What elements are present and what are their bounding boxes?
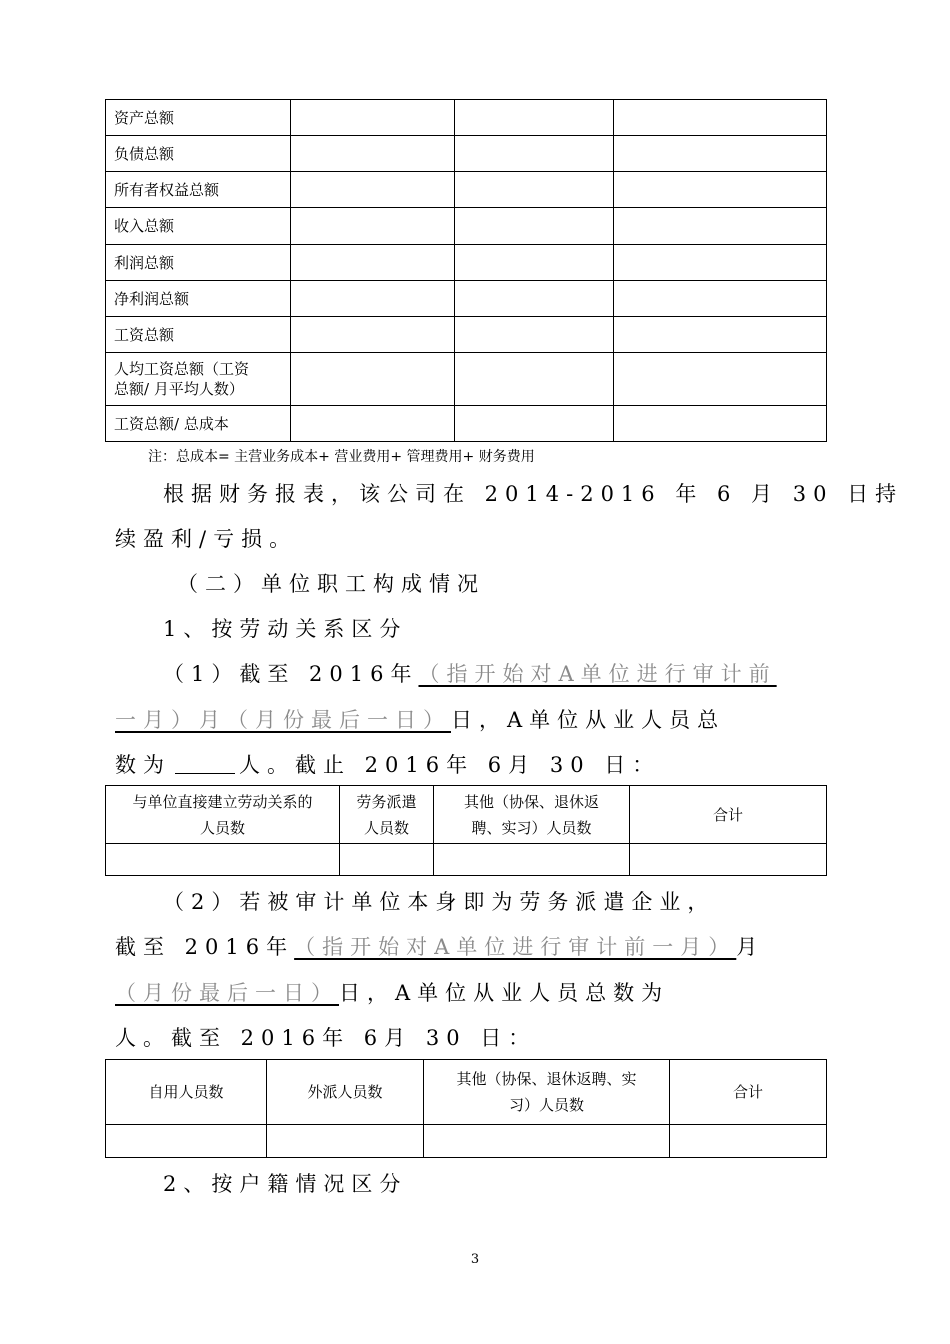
table-cell <box>455 172 614 208</box>
column-header-dispatched-staff: 劳务派遣 人员数 <box>340 786 434 844</box>
table-footnote: 注：总成本= 主营业务成本+ 营业费用+ 管理费用+ 财务费用 <box>148 449 535 465</box>
table-cell <box>455 100 614 136</box>
table-cell <box>614 281 827 317</box>
row-label-total-profit: 利润总额 <box>106 245 291 281</box>
staff-dispatch-enterprise-table <box>105 1059 827 1158</box>
staff-by-labor-relation-table <box>105 785 827 876</box>
text-run: 日，A单位从业人员总 <box>451 708 726 732</box>
row-label-owners-equity: 所有者权益总额 <box>106 172 291 208</box>
text-run: 数为 <box>115 753 171 777</box>
column-header-other-staff: 其他（协保、退休返 聘、实习）人员数 <box>434 786 630 844</box>
table-cell <box>670 1125 827 1158</box>
subsection-heading: 2、按户籍情况区分 <box>163 1172 408 1196</box>
row-label-avg-wages-line2: 总额/ 月平均人数） <box>114 380 244 398</box>
table-cell <box>455 245 614 281</box>
table-cell <box>614 172 827 208</box>
table-cell <box>614 317 827 353</box>
table-cell <box>267 1125 424 1158</box>
row-label-avg-wages <box>106 353 291 406</box>
table-cell <box>614 136 827 172</box>
table-cell <box>630 844 827 876</box>
table-row <box>106 353 827 406</box>
table-row <box>106 1125 827 1158</box>
paragraph-line <box>115 749 660 779</box>
row-label-total-wages: 工资总额 <box>106 317 291 353</box>
text-run: （1）截至 2016年 <box>163 662 419 686</box>
fill-in-blank <box>175 755 235 774</box>
text-run: 月 <box>736 935 765 959</box>
placeholder-text: （指开始对A单位进行审计前 <box>418 662 777 686</box>
table-cell <box>614 353 827 406</box>
table-cell <box>455 406 614 442</box>
row-label-total-revenue: 收入总额 <box>106 208 291 245</box>
table-cell <box>455 317 614 353</box>
row-label-net-profit: 净利润总额 <box>106 281 291 317</box>
table-row <box>106 317 827 353</box>
column-header-total: 合计 <box>630 786 827 844</box>
table-cell <box>614 245 827 281</box>
text-run: 人。截止 2016年 6月 30 日： <box>239 753 661 777</box>
table-row <box>106 100 827 136</box>
table-cell <box>291 353 455 406</box>
table-row <box>106 172 827 208</box>
table-header-row <box>106 786 827 844</box>
table-cell <box>455 208 614 245</box>
column-header-other-staff: 其他（协保、退休返聘、实 习）人员数 <box>424 1060 670 1125</box>
paragraph-line <box>163 658 777 688</box>
paragraph-line <box>115 931 764 961</box>
row-label-total-assets: 资产总额 <box>106 100 291 136</box>
table-row <box>106 281 827 317</box>
table-cell <box>614 100 827 136</box>
page-number: 3 <box>470 1252 480 1267</box>
table-row <box>106 245 827 281</box>
subsection-heading: 1、按劳动关系区分 <box>163 617 408 641</box>
row-label-wages-to-cost: 工资总额/ 总成本 <box>106 406 291 442</box>
text-run: 日，A单位从业人员总数为 <box>339 981 670 1005</box>
table-cell <box>291 245 455 281</box>
table-row <box>106 844 827 876</box>
table-row <box>106 406 827 442</box>
paragraph-line: 根据财务报表，该公司在 2014-2016 年 6 月 30 日持 <box>163 482 904 506</box>
row-label-total-liabilities: 负债总额 <box>106 136 291 172</box>
table-row <box>106 208 827 245</box>
section-heading: （二）单位职工构成情况 <box>177 572 485 596</box>
table-cell <box>291 136 455 172</box>
column-header-outsourced-staff: 外派人员数 <box>267 1060 424 1125</box>
table-cell <box>291 100 455 136</box>
table-cell <box>291 172 455 208</box>
paragraph-line: 续盈利/亏损。 <box>115 527 298 551</box>
table-cell <box>455 136 614 172</box>
paragraph-line <box>115 704 725 734</box>
table-cell <box>434 844 630 876</box>
table-cell <box>291 317 455 353</box>
table-row <box>106 136 827 172</box>
financial-summary-table <box>105 99 827 442</box>
paragraph-line: 人。截至 2016年 6月 30 日： <box>115 1026 537 1050</box>
table-cell <box>614 208 827 245</box>
column-header-direct-staff: 与单位直接建立劳动关系的 人员数 <box>106 786 340 844</box>
placeholder-text: 一月）月（月份最后一日） <box>115 708 451 732</box>
table-cell <box>340 844 434 876</box>
table-cell <box>106 844 340 876</box>
table-cell <box>291 208 455 245</box>
table-cell <box>455 353 614 406</box>
placeholder-text: （指开始对A单位进行审计前一月） <box>294 935 737 959</box>
table-cell <box>291 406 455 442</box>
table-cell <box>455 281 614 317</box>
paragraph-line: （2）若被审计单位本身即为劳务派遣企业， <box>163 890 716 914</box>
text-run: 截至 2016年 <box>115 935 295 959</box>
table-cell <box>106 1125 267 1158</box>
column-header-own-staff: 自用人员数 <box>106 1060 267 1125</box>
table-cell <box>424 1125 670 1158</box>
table-cell <box>614 406 827 442</box>
column-header-total: 合计 <box>670 1060 827 1125</box>
table-header-row <box>106 1060 827 1125</box>
paragraph-line <box>115 977 669 1007</box>
table-cell <box>291 281 455 317</box>
row-label-avg-wages-line1: 人均工资总额（工资 <box>114 360 250 378</box>
placeholder-text: （月份最后一日） <box>115 981 339 1005</box>
